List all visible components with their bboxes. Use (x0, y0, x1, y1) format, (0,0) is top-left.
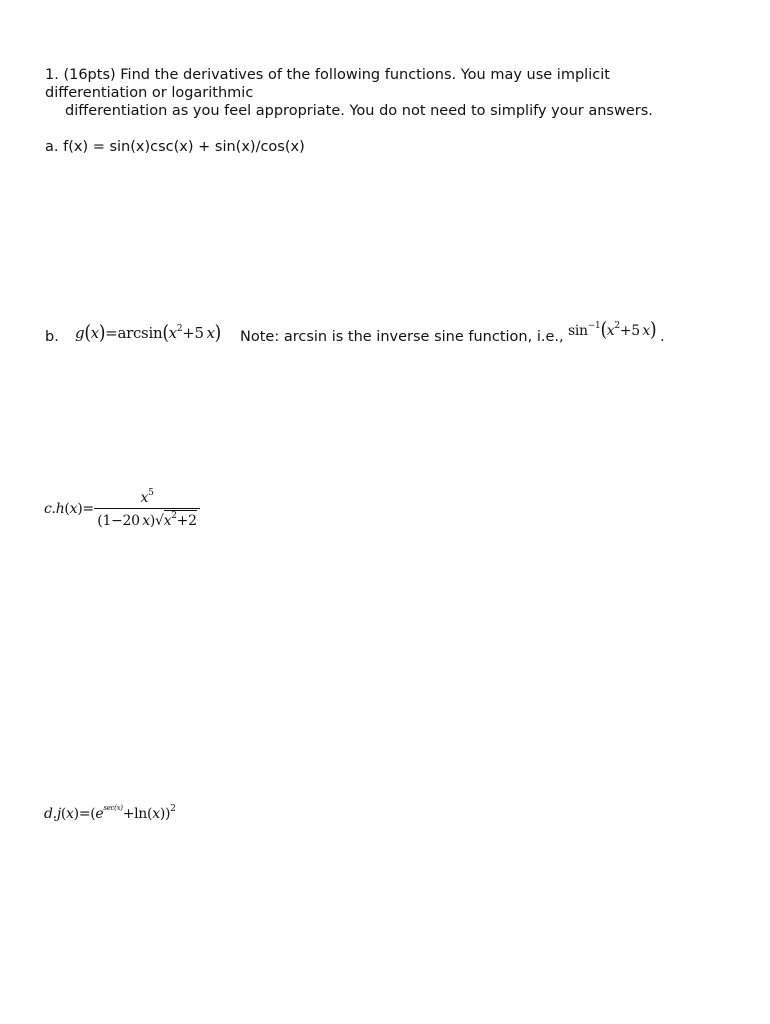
var-x: x (140, 490, 149, 506)
exponent: 5 (148, 488, 154, 498)
exponent: 2 (614, 321, 620, 331)
fraction-numerator (94, 488, 200, 508)
var-x: x (206, 324, 215, 342)
j-symbol: j (56, 806, 61, 822)
var-x: x (152, 806, 160, 822)
part-b-period: . (660, 329, 665, 345)
part-a-function: a. f(x) = sin(x)csc(x) + sin(x)/cos(x) (45, 139, 305, 155)
question-line-2: differentiation or logarithmic (45, 85, 254, 101)
term: +2 (176, 513, 197, 529)
equals-sign: = (82, 501, 94, 517)
den-left: (1−20 (97, 513, 140, 529)
den-right: ) (149, 513, 155, 529)
sin-text: sin (568, 323, 588, 339)
var-x: x (116, 804, 121, 812)
close-paren: ) (164, 806, 171, 822)
part-b-equation: $g(x)=\arcsin(x^2+5$ x) (75, 321, 221, 345)
part-d-equation: $d.j(x)=(e^{sec(x)}+\ln(x))^2$ (44, 804, 176, 822)
term: +5 (619, 323, 640, 339)
part-b-label: b. (45, 329, 59, 345)
sqrt-radicand (164, 510, 197, 531)
var-x: x (66, 806, 74, 822)
exponent: 2 (171, 511, 177, 521)
g-symbol: g (75, 324, 85, 342)
exponent: 2 (176, 324, 183, 334)
e-symbol: e (95, 806, 104, 822)
exponent: −1 (587, 321, 601, 331)
var-x: x (168, 324, 177, 342)
part-c-lhs: c.h(x)= (44, 501, 94, 517)
h-symbol: h (55, 501, 65, 517)
fraction-denominator (94, 510, 200, 531)
var-x: x (69, 501, 78, 517)
var-x: x (642, 323, 650, 339)
var-x: x (90, 324, 99, 342)
var-x: x (142, 513, 150, 529)
plus-ln: +ln (122, 806, 148, 822)
term: +5 (182, 324, 204, 342)
question-line-1: 1. (16pts) Find the derivatives of the following functions. You may use implicit (45, 67, 610, 83)
part-b-note: Note: arcsin is the inverse sine function, i.e., (240, 329, 564, 345)
fraction-bar (94, 508, 200, 509)
part-c-fraction (94, 488, 200, 531)
exponent: 2 (170, 804, 176, 814)
sqrt-icon: √ (154, 513, 164, 529)
sec-exponent: sec(x) (103, 804, 123, 812)
part-b-inverse-sine: $\sin^{-1}(x^2+5$ x) (568, 318, 657, 342)
var-x: x (163, 513, 172, 529)
sec-text: sec (103, 804, 115, 812)
arcsin-text: =arcsin (105, 324, 163, 342)
var-x: x (606, 323, 615, 339)
part-c-label: c. (44, 501, 56, 517)
part-d-label: d. (44, 806, 57, 822)
equals-open: =( (78, 806, 96, 822)
question-line-3: differentiation as you feel appropriate. You do not need to simplify your answers. (65, 103, 653, 119)
